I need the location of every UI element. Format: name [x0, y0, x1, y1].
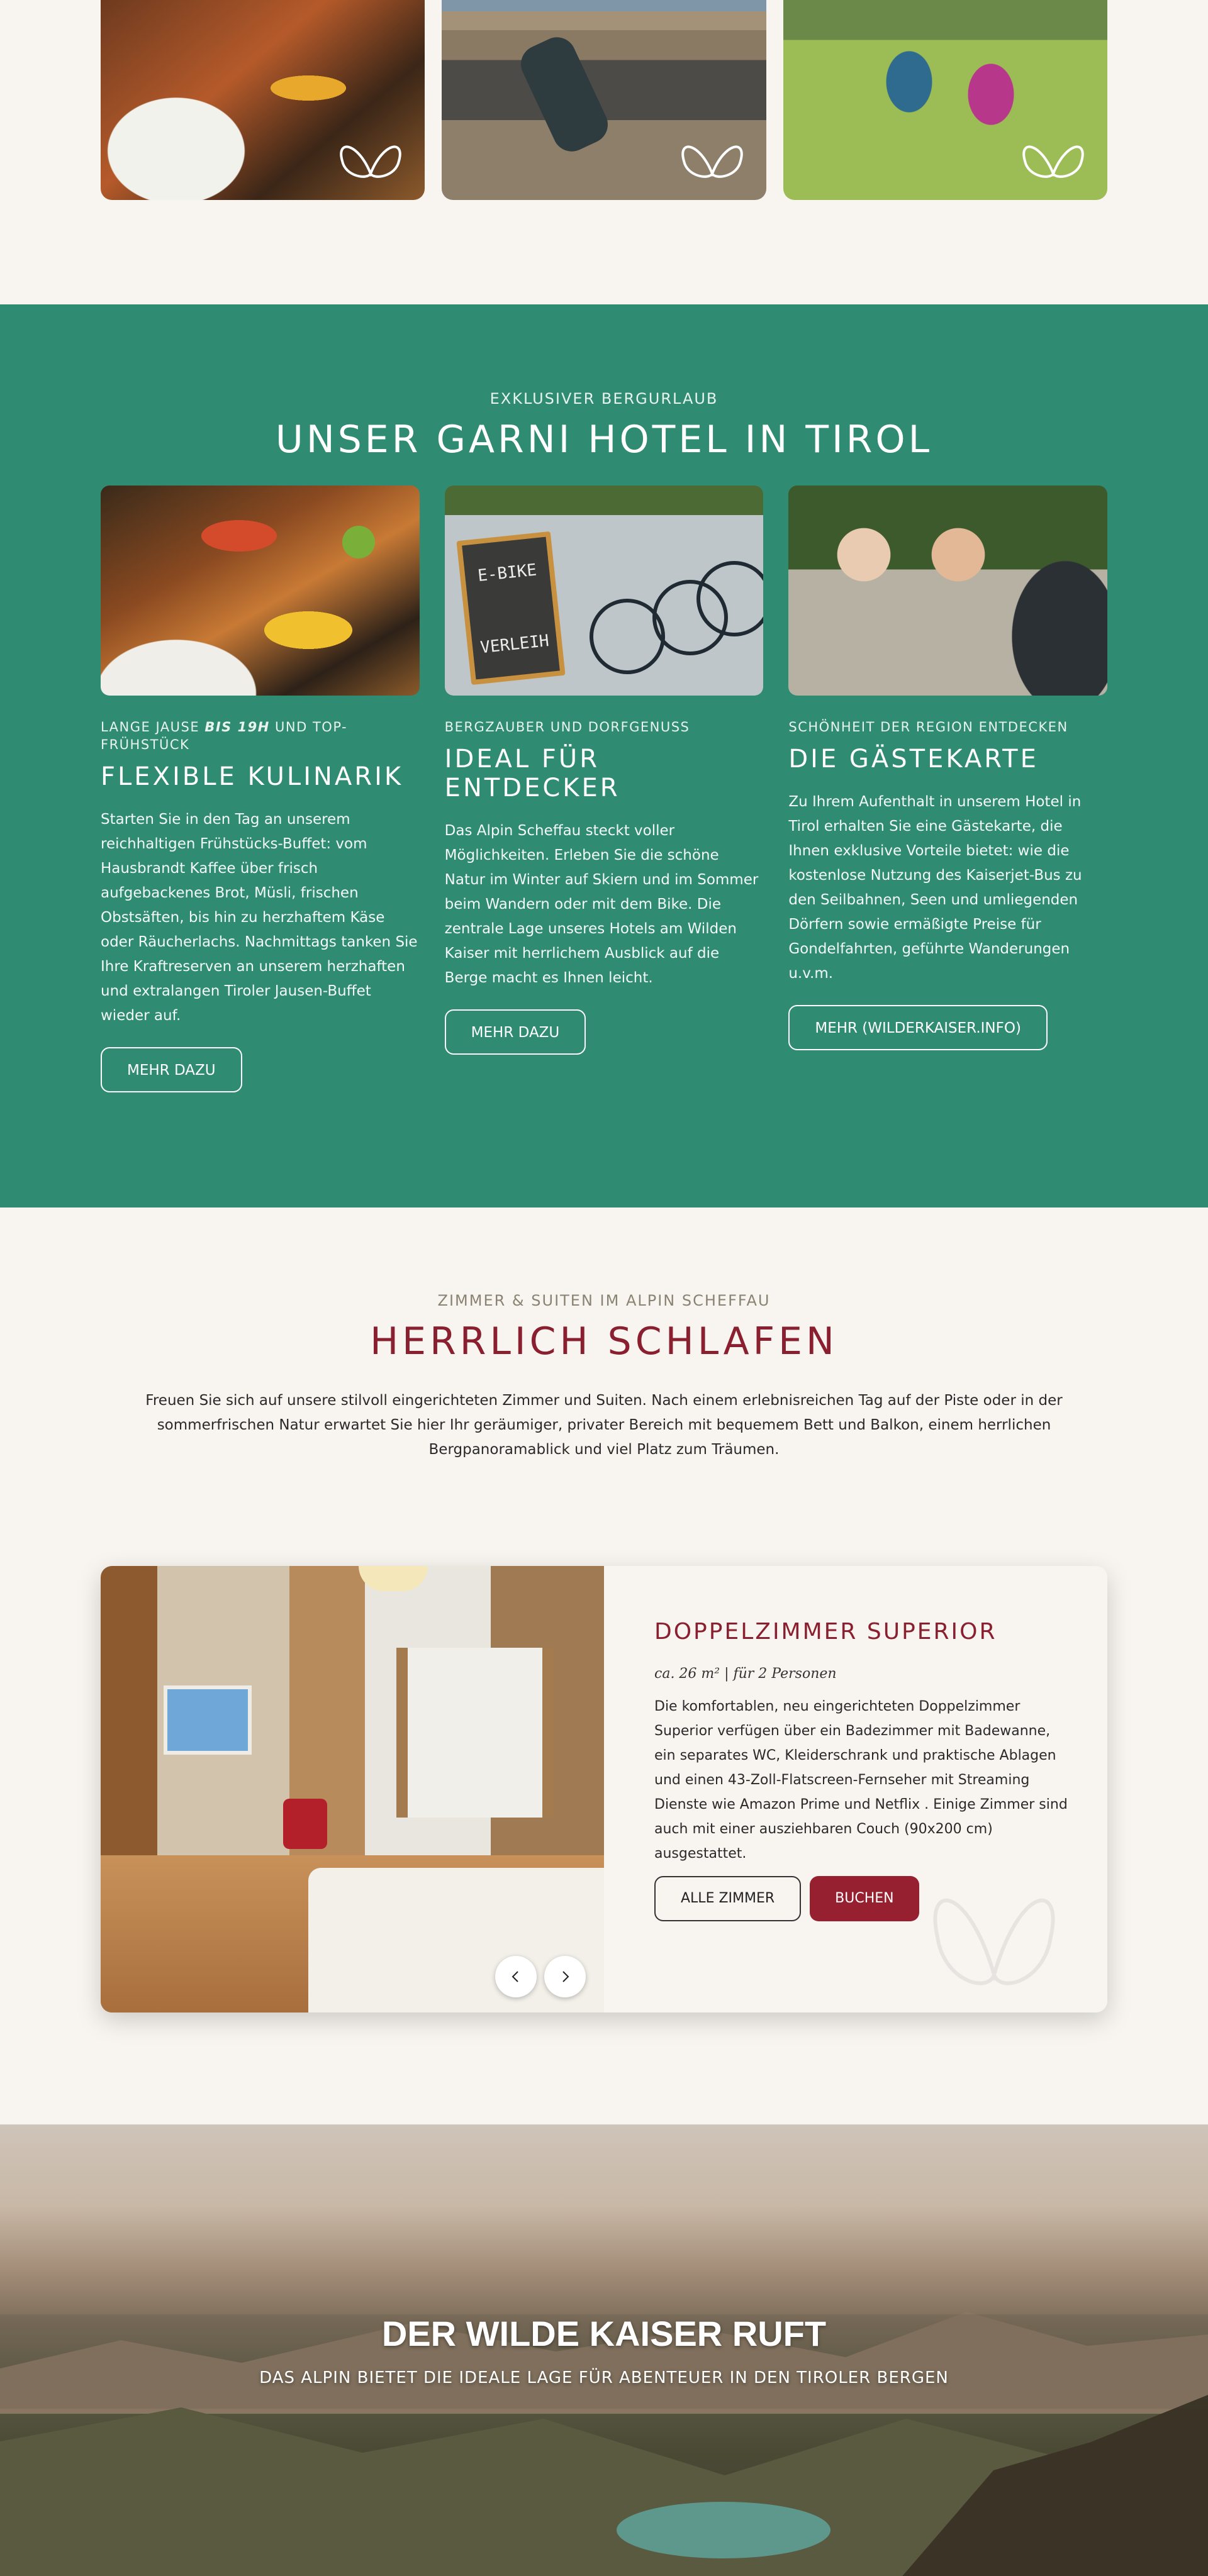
- card-image-guestcard: [788, 486, 1107, 696]
- gallery-tile-hiking-couple[interactable]: [783, 0, 1107, 200]
- butterfly-logo-icon: [674, 136, 750, 186]
- card-more-button[interactable]: MEHR DAZU: [445, 1009, 586, 1055]
- card-more-button[interactable]: MEHR (WILDERKAISER.INFO): [788, 1005, 1048, 1050]
- top-gallery: [101, 0, 1107, 200]
- room-photo-window: [396, 1648, 554, 1818]
- hero-section: [0, 2124, 1208, 2576]
- hero-title: DER WILDE KAISER RUFT: [381, 2314, 827, 2353]
- hero-lake: [617, 2502, 830, 2558]
- hero-subtitle: DAS ALPIN BIETET DIE IDEALE LAGE FÜR ABENTEUER IN DEN TIROLER BERGEN: [259, 2368, 949, 2387]
- slider-prev-button[interactable]: [495, 1956, 537, 1997]
- card-kulinarik: [101, 486, 420, 1092]
- card-gaestekarte: [788, 486, 1107, 1092]
- ebike-sign: E-BIKE VERLEIH: [456, 531, 565, 685]
- room-photo: [101, 1566, 604, 2012]
- slider-next-button[interactable]: [544, 1956, 586, 1997]
- room-photo-chair: [283, 1799, 327, 1849]
- card-text: Zu Ihrem Aufenthalt in unserem Hotel in Tirol erhalten Sie eine Gästekarte, die Ihnen exklusive Vorteile bietet: wie die kostenlose Nutzung des Kaiserjet-Bus zu den Seilbahnen, Seen und umliegenden Dörfern sowie ermäßigte Preise für Gondelfahrten, geführte Wanderungen u.v.m.: [788, 794, 1082, 982]
- room-info: [654, 1566, 1070, 1921]
- card-title: DIE GÄSTEKARTE: [788, 745, 1039, 774]
- gallery-tile-hiker-legs[interactable]: [442, 0, 766, 200]
- card-image-bikes: [445, 486, 764, 696]
- card-title: FLEXIBLE KULINARIK: [101, 762, 404, 791]
- room-card: [101, 1566, 1107, 2012]
- hotel-title: UNSER GARNI HOTEL IN TIROL: [275, 418, 933, 462]
- room-text: Die komfortablen, neu eingerichteten Doppelzimmer Superior verfügen über ein Badezimmer mit Badewanne, ein separates WC, Kleiderschrank und praktische Ablagen und einen 43-Zoll-Flatscreen-Fernseher mit Streaming Dienste wie Amazon Prime und Netflix . Einige Zimmer sind auch mit einer ausziehbaren Couch (90x200 cm) ausgestattet.: [654, 1699, 1068, 1862]
- room-photo-lamp: [359, 1566, 428, 1591]
- rooms-title: HERRLICH SCHLAFEN: [370, 1319, 838, 1363]
- chevron-right-icon: [557, 1969, 573, 1984]
- card-entdecker: [445, 486, 764, 1092]
- card-eyebrow: LANGE JAUSE BIS 19H UND TOP-FRÜHSTÜCK: [101, 719, 348, 752]
- hotel-eyebrow: EXKLUSIVER BERGURLAUB: [489, 390, 719, 408]
- butterfly-watermark-icon: [919, 1874, 1070, 2000]
- card-more-button[interactable]: MEHR DAZU: [101, 1047, 242, 1092]
- room-title: DOPPELZIMMER SUPERIOR: [654, 1619, 997, 1645]
- hotel-cards: [101, 486, 1107, 1092]
- room-photo-painting: [164, 1685, 252, 1755]
- card-title: IDEAL FÜR ENTDECKER: [444, 745, 620, 802]
- card-image-buffet: [101, 486, 420, 696]
- butterfly-logo-icon: [333, 136, 408, 186]
- book-button[interactable]: BUCHEN: [810, 1876, 919, 1921]
- rooms-eyebrow: ZIMMER & SUITEN IM ALPIN SCHEFFAU: [437, 1292, 771, 1309]
- card-text: Starten Sie in den Tag an unserem reichhaltigen Frühstücks-Buffet: vom Hausbrandt Kaffee über frisch aufgebackenes Brot, Müsli, frischen Obstsäften, bis hin zu herzhaftem Käse oder Räucherlachs. Nachmittags tanken Sie Ihre Kraftreserven an unserem herzhaften und extralangen Tiroler Jausen-Buffet wieder auf.: [101, 811, 418, 1024]
- butterfly-logo-icon: [1015, 136, 1091, 186]
- card-text: Das Alpin Scheffau steckt voller Möglichkeiten. Erleben Sie die schöne Natur im Winter auf Skiern und im Sommer beim Wandern oder mit dem Bike. Die zentrale Lage unseres Hotels am Wilden Kaiser mit herrlichem Ausblick auf die Berge macht es Ihnen leicht.: [444, 823, 759, 986]
- card-eyebrow: BERGZAUBER UND DORFGENUSS: [444, 719, 690, 735]
- card-eyebrow: SCHÖNHEIT DER REGION ENTDECKEN: [788, 719, 1068, 735]
- chevron-left-icon: [508, 1969, 523, 1984]
- gallery-tile-buffet[interactable]: [101, 0, 425, 200]
- all-rooms-button[interactable]: ALLE ZIMMER: [654, 1876, 801, 1921]
- room-meta: ca. 26 m² | für 2 Personen: [654, 1666, 837, 1682]
- rooms-intro: Freuen Sie sich auf unsere stilvoll eingerichteten Zimmer und Suiten. Nach einem erlebnisreichen Tag auf der Piste oder in der sommerfrischen Natur erwartet Sie hier Ihr geräumiger, privater Bereich mit bequemem Bett und Balkon, einem herrlichen Bergpanoramablick und viel Platz zum Träumen.: [145, 1392, 1063, 1458]
- hotel-section: [0, 304, 1208, 1208]
